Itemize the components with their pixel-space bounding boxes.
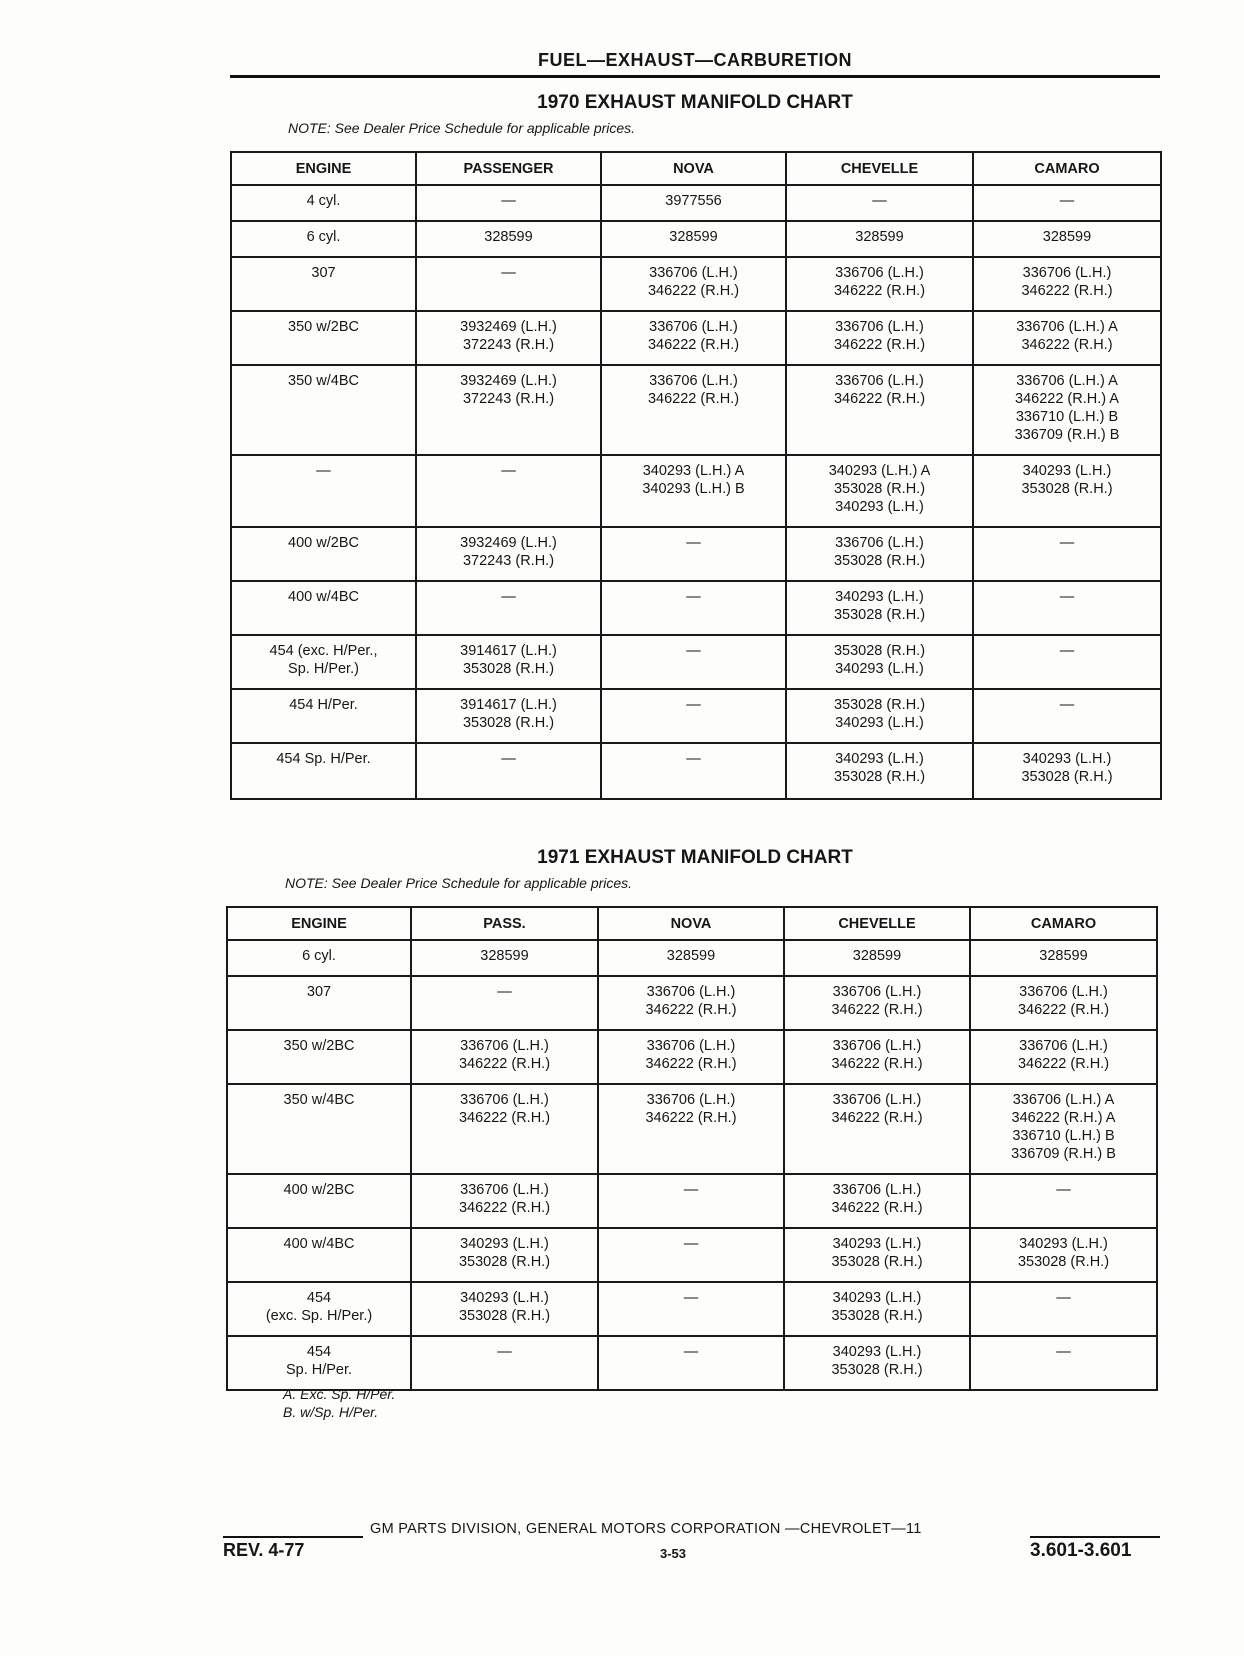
cell-text: —	[686, 751, 701, 767]
cell-text: 3932469 (L.H.)	[460, 319, 557, 335]
part-number-cell	[601, 743, 786, 799]
part-number-cell	[786, 527, 973, 581]
cell-text: 336706 (L.H.)	[835, 319, 924, 335]
cell-text: 346222 (R.H.)	[831, 1110, 923, 1126]
cell-text: —	[683, 1344, 699, 1360]
cell-text: 353028 (R.H.)	[831, 1254, 923, 1270]
part-number-cell	[416, 185, 601, 221]
table-row	[231, 311, 1161, 365]
cell-text: 353028 (R.H.)	[833, 643, 926, 659]
footnote-a: A. Exc. Sp. H/Per.	[283, 1386, 396, 1402]
part-number-cell	[786, 743, 973, 799]
part-number-cell	[416, 689, 601, 743]
cell-text: 350 w/4BC	[283, 1092, 355, 1108]
part-number-cell	[784, 1030, 970, 1084]
engine-cell	[231, 635, 416, 689]
cell-text: 336706 (L.H.)	[832, 1182, 922, 1198]
part-number-cell	[411, 1336, 598, 1390]
part-number-cell	[973, 743, 1161, 799]
part-number-cell	[973, 455, 1161, 527]
engine-cell	[231, 455, 416, 527]
cell-text: 346222 (R.H.)	[647, 391, 740, 407]
cell-text: —	[683, 1236, 699, 1252]
part-number-cell	[784, 940, 970, 976]
part-number-cell	[973, 635, 1161, 689]
table-row	[231, 365, 1161, 455]
part-number-cell	[973, 527, 1161, 581]
cell-text: 353028 (R.H.)	[833, 553, 926, 569]
cell-text: 340293 (L.H.) A	[642, 463, 745, 479]
cell-text: 372243 (R.H.)	[462, 337, 555, 353]
column-header: CAMARO	[973, 152, 1161, 185]
part-number-cell	[601, 635, 786, 689]
part-number-cell	[970, 1174, 1157, 1228]
engine-cell	[227, 940, 411, 976]
table-row	[231, 527, 1161, 581]
part-number-cell	[786, 185, 973, 221]
column-header: CHEVELLE	[786, 152, 973, 185]
part-number-cell	[416, 635, 601, 689]
engine-cell	[231, 185, 416, 221]
part-number-cell	[416, 221, 601, 257]
part-number-cell	[973, 689, 1161, 743]
cell-text: 346222 (R.H.)	[831, 1002, 923, 1018]
engine-cell	[227, 1336, 411, 1390]
part-number-cell	[601, 311, 786, 365]
cell-text: 353028 (R.H.)	[1021, 481, 1113, 497]
cell-text: 328599	[666, 948, 716, 964]
engine-cell	[227, 1228, 411, 1282]
part-number-cell	[973, 581, 1161, 635]
cell-text: 336706 (L.H.) A	[1016, 373, 1118, 389]
part-number-cell	[416, 581, 601, 635]
cell-text: —	[1059, 535, 1075, 551]
cell-text: 353028 (R.H.)	[458, 1254, 551, 1270]
part-number-cell	[416, 257, 601, 311]
cell-text: —	[686, 697, 701, 713]
part-number-cell	[786, 689, 973, 743]
part-number-cell	[786, 221, 973, 257]
part-number-cell	[784, 1084, 970, 1174]
part-number-cell	[598, 1228, 784, 1282]
part-number-cell	[784, 1282, 970, 1336]
column-header: PASS.	[411, 907, 598, 940]
footnotes	[283, 1385, 395, 1421]
cell-text: 336706 (L.H.)	[1019, 1038, 1108, 1054]
part-number-cell	[601, 185, 786, 221]
table-row	[227, 976, 1157, 1030]
cell-text: 336706 (L.H.)	[649, 373, 738, 389]
cell-text: —	[316, 463, 331, 479]
cell-text: 336706 (L.H.)	[832, 1038, 922, 1054]
cell-text: 353028 (R.H.)	[831, 1308, 923, 1324]
cell-text: 328599	[852, 948, 902, 964]
engine-cell	[231, 257, 416, 311]
cell-text: 346222 (R.H.)	[647, 337, 740, 353]
table-row	[231, 689, 1161, 743]
cell-text: 340293 (L.H.)	[460, 1236, 549, 1252]
cell-text: Sp. H/Per.	[285, 1362, 353, 1378]
part-number-cell	[416, 743, 601, 799]
cell-text: 340293 (L.H.)	[835, 715, 924, 731]
cell-text: 353028 (R.H.)	[462, 661, 555, 677]
part-number-cell	[973, 221, 1161, 257]
column-header: PASSENGER	[416, 152, 601, 185]
cell-text: 454	[306, 1290, 332, 1306]
chart-1971-note: NOTE: See Dealer Price Schedule for applicable prices.	[285, 875, 633, 891]
cell-text: 454	[306, 1344, 332, 1360]
cell-text: 353028 (R.H.)	[833, 697, 926, 713]
cell-text: 454 Sp. H/Per.	[276, 751, 371, 767]
part-number-cell	[786, 455, 973, 527]
footer-corporation: GM PARTS DIVISION, GENERAL MOTORS CORPORATION —CHEVROLET—11	[370, 1521, 922, 1537]
cell-text: 353028 (R.H.)	[1017, 1254, 1110, 1270]
part-number-cell	[411, 1030, 598, 1084]
cell-text: 336706 (L.H.)	[835, 265, 924, 281]
table-row	[231, 581, 1161, 635]
cell-text: 346222 (R.H.)	[645, 1002, 737, 1018]
part-number-cell	[416, 311, 601, 365]
part-number-cell	[411, 1174, 598, 1228]
footer-section-number: 3.601-3.601	[1030, 1540, 1132, 1561]
cell-text: 346222 (R.H.)	[1017, 1056, 1110, 1072]
cell-text: 328599	[669, 229, 718, 245]
cell-text: 454 H/Per.	[289, 697, 358, 713]
cell-text: 340293 (L.H.)	[832, 1236, 922, 1252]
cell-text: 346222 (R.H.)	[833, 283, 926, 299]
cell-text: 3914617 (L.H.)	[460, 697, 557, 713]
table-row	[227, 1228, 1157, 1282]
cell-text: 353028 (R.H.)	[833, 607, 926, 623]
cell-text: 328599	[480, 948, 529, 964]
column-header: NOVA	[601, 152, 786, 185]
cell-text: 336706 (L.H.)	[460, 1038, 549, 1054]
cell-text: 336710 (L.H.) B	[1012, 1128, 1115, 1144]
part-number-cell	[784, 1228, 970, 1282]
cell-text: 400 w/4BC	[288, 589, 359, 605]
column-header: ENGINE	[231, 152, 416, 185]
table-row	[227, 1084, 1157, 1174]
table-row	[231, 743, 1161, 799]
part-number-cell	[973, 365, 1161, 455]
cell-text: 336706 (L.H.)	[1019, 984, 1108, 1000]
part-number-cell	[970, 1228, 1157, 1282]
chart-1971-title: 1971 EXHAUST MANIFOLD CHART	[537, 847, 853, 868]
part-number-cell	[411, 1084, 598, 1174]
part-number-cell	[598, 940, 784, 976]
footer-rule-left	[223, 1536, 363, 1538]
part-number-cell	[416, 365, 601, 455]
cell-text: —	[497, 984, 512, 1000]
cell-text: 336706 (L.H.)	[835, 373, 924, 389]
cell-text: —	[1059, 643, 1075, 659]
cell-text: —	[501, 265, 516, 281]
part-number-cell	[970, 1084, 1157, 1174]
part-number-cell	[598, 1336, 784, 1390]
cell-text: 3914617 (L.H.)	[460, 643, 557, 659]
part-number-cell	[601, 527, 786, 581]
engine-cell	[227, 1282, 411, 1336]
cell-text: 340293 (L.H.) A	[828, 463, 931, 479]
cell-text: 340293 (L.H.)	[832, 1290, 922, 1306]
cell-text: —	[501, 751, 516, 767]
part-number-cell	[411, 1282, 598, 1336]
cell-text: —	[686, 643, 701, 659]
cell-text: 336709 (R.H.) B	[1014, 427, 1120, 443]
engine-cell	[227, 1174, 411, 1228]
part-number-cell	[598, 1030, 784, 1084]
cell-text: —	[1059, 697, 1075, 713]
part-number-cell	[598, 1174, 784, 1228]
cell-text: 346222 (R.H.)	[1021, 283, 1113, 299]
column-header: CAMARO	[970, 907, 1157, 940]
part-number-cell	[784, 976, 970, 1030]
cell-text: 340293 (L.H.)	[832, 1344, 922, 1360]
cell-text: (exc. Sp. H/Per.)	[265, 1308, 373, 1324]
part-number-cell	[970, 976, 1157, 1030]
part-number-cell	[973, 257, 1161, 311]
cell-text: 340293 (L.H.)	[835, 661, 924, 677]
cell-text: 346222 (R.H.)	[1017, 1002, 1110, 1018]
chart-1971-table	[226, 906, 1158, 1391]
cell-text: 336706 (L.H.)	[646, 984, 736, 1000]
cell-text: 340293 (L.H.)	[1022, 751, 1112, 767]
part-number-cell	[411, 940, 598, 976]
cell-text: 372243 (R.H.)	[462, 553, 555, 569]
cell-text: 353028 (R.H.)	[833, 481, 926, 497]
cell-text: 336706 (L.H.)	[646, 1092, 736, 1108]
cell-text: —	[683, 1182, 699, 1198]
cell-text: 346222 (R.H.)	[833, 391, 926, 407]
cell-text: 353028 (R.H.)	[462, 715, 555, 731]
cell-text: 328599	[1039, 948, 1088, 964]
part-number-cell	[416, 527, 601, 581]
engine-cell	[231, 221, 416, 257]
cell-text: 6 cyl.	[302, 948, 336, 964]
cell-text: 336706 (L.H.)	[649, 265, 738, 281]
engine-cell	[231, 311, 416, 365]
cell-text: 3977556	[665, 193, 722, 209]
cell-text: 346222 (R.H.)	[458, 1200, 551, 1216]
cell-text: —	[1056, 1344, 1071, 1360]
cell-text: 336706 (L.H.)	[649, 319, 738, 335]
cell-text: 353028 (R.H.)	[831, 1362, 923, 1378]
engine-cell	[231, 365, 416, 455]
cell-text: 400 w/4BC	[283, 1236, 355, 1252]
footer-rule-right	[1030, 1536, 1160, 1538]
part-number-cell	[598, 976, 784, 1030]
page-header: FUEL—EXHAUST—CARBURETION	[537, 50, 852, 70]
cell-text: —	[872, 193, 887, 209]
engine-cell	[227, 1030, 411, 1084]
column-header: NOVA	[598, 907, 784, 940]
part-number-cell	[784, 1336, 970, 1390]
table-row	[231, 257, 1161, 311]
cell-text: 340293 (L.H.)	[460, 1290, 549, 1306]
part-number-cell	[970, 940, 1157, 976]
table-row	[231, 185, 1161, 221]
part-number-cell	[598, 1084, 784, 1174]
cell-text: —	[686, 589, 701, 605]
cell-text: 372243 (R.H.)	[462, 391, 555, 407]
table-row	[227, 940, 1157, 976]
cell-text: 340293 (L.H.)	[835, 751, 924, 767]
cell-text: —	[497, 1344, 512, 1360]
table-row	[227, 1282, 1157, 1336]
cell-text: 336706 (L.H.)	[460, 1092, 549, 1108]
cell-text: —	[686, 535, 701, 551]
cell-text: 307	[306, 984, 332, 1000]
cell-text: 340293 (L.H.)	[835, 589, 924, 605]
cell-text: 336706 (L.H.) A	[1016, 319, 1118, 335]
table-row	[231, 455, 1161, 527]
part-number-cell	[411, 976, 598, 1030]
part-number-cell	[601, 365, 786, 455]
cell-text: 336706 (L.H.)	[832, 1092, 922, 1108]
part-number-cell	[411, 1228, 598, 1282]
engine-cell	[231, 527, 416, 581]
cell-text: 328599	[855, 229, 904, 245]
chart-1970-note: NOTE: See Dealer Price Schedule for applicable prices.	[288, 120, 636, 136]
cell-text: 336706 (L.H.)	[832, 984, 922, 1000]
chart-1970-title: 1970 EXHAUST MANIFOLD CHART	[537, 92, 853, 113]
cell-text: 454 (exc. H/Per.,	[269, 643, 378, 659]
cell-text: 353028 (R.H.)	[458, 1308, 551, 1324]
part-number-cell	[970, 1030, 1157, 1084]
part-number-cell	[786, 635, 973, 689]
cell-text: 336709 (R.H.) B	[1011, 1146, 1116, 1162]
column-header: CHEVELLE	[784, 907, 970, 940]
engine-cell	[227, 1084, 411, 1174]
cell-text: 346222 (R.H.)	[1021, 337, 1113, 353]
cell-text: —	[1059, 589, 1075, 605]
cell-text: 346222 (R.H.)	[645, 1056, 737, 1072]
cell-text: —	[501, 463, 516, 479]
cell-text: 336706 (L.H.)	[646, 1038, 736, 1054]
cell-text: 400 w/2BC	[288, 535, 359, 551]
engine-cell	[231, 743, 416, 799]
part-number-cell	[601, 455, 786, 527]
part-number-cell	[970, 1336, 1157, 1390]
cell-text: 328599	[1042, 229, 1092, 245]
cell-text: 346222 (R.H.)	[831, 1200, 923, 1216]
part-number-cell	[786, 365, 973, 455]
part-number-cell	[973, 311, 1161, 365]
cell-text: 346222 (R.H.)	[645, 1110, 737, 1126]
cell-text: 346222 (R.H.) A	[1015, 391, 1119, 407]
cell-text: 346222 (R.H.) A	[1011, 1110, 1116, 1126]
cell-text: —	[501, 589, 516, 605]
part-number-cell	[786, 581, 973, 635]
cell-text: 340293 (L.H.)	[1022, 463, 1112, 479]
part-number-cell	[601, 221, 786, 257]
part-number-cell	[598, 1282, 784, 1336]
engine-cell	[231, 581, 416, 635]
part-number-cell	[784, 1174, 970, 1228]
cell-text: 350 w/2BC	[288, 319, 359, 335]
cell-text: 3932469 (L.H.)	[460, 373, 557, 389]
cell-text: —	[1056, 1290, 1071, 1306]
table-row	[231, 635, 1161, 689]
cell-text: 4 cyl.	[306, 193, 341, 209]
table-row	[227, 1030, 1157, 1084]
cell-text: Sp. H/Per.)	[288, 661, 359, 677]
cell-text: 328599	[484, 229, 533, 245]
footer-revision: REV. 4-77	[223, 1540, 305, 1560]
cell-text: 336710 (L.H.) B	[1015, 409, 1119, 425]
footer-page-number: 3-53	[660, 1546, 687, 1561]
part-number-cell	[970, 1282, 1157, 1336]
cell-text: 350 w/2BC	[283, 1038, 355, 1054]
cell-text: 346222 (R.H.)	[458, 1056, 551, 1072]
cell-text: 346222 (R.H.)	[458, 1110, 551, 1126]
cell-text: 336706 (L.H.)	[835, 535, 924, 551]
cell-text: 3932469 (L.H.)	[460, 535, 557, 551]
table-row	[227, 1174, 1157, 1228]
cell-text: 340293 (L.H.)	[1019, 1236, 1108, 1252]
cell-text: 346222 (R.H.)	[831, 1056, 923, 1072]
table-row	[227, 1336, 1157, 1390]
cell-text: 340293 (L.H.) B	[642, 481, 745, 497]
cell-text: 400 w/2BC	[283, 1182, 355, 1198]
cell-text: 353028 (R.H.)	[833, 769, 926, 785]
cell-text: 350 w/4BC	[288, 373, 359, 389]
cell-text: 353028 (R.H.)	[1021, 769, 1113, 785]
part-number-cell	[601, 257, 786, 311]
cell-text: 336706 (L.H.)	[1022, 265, 1112, 281]
header-rule	[230, 75, 1160, 78]
cell-text: 336706 (L.H.)	[460, 1182, 549, 1198]
part-number-cell	[601, 581, 786, 635]
cell-text: 340293 (L.H.)	[835, 499, 924, 515]
cell-text: —	[1056, 1182, 1071, 1198]
chart-1970-table	[230, 151, 1162, 800]
part-number-cell	[786, 257, 973, 311]
cell-text: —	[501, 193, 516, 209]
column-header: ENGINE	[227, 907, 411, 940]
part-number-cell	[786, 311, 973, 365]
cell-text: 6 cyl.	[306, 229, 341, 245]
engine-cell	[231, 689, 416, 743]
cell-text: —	[683, 1290, 699, 1306]
table-row	[231, 221, 1161, 257]
footnote-b: B. w/Sp. H/Per.	[283, 1404, 379, 1420]
cell-text: —	[1059, 193, 1075, 209]
part-number-cell	[973, 185, 1161, 221]
engine-cell	[227, 976, 411, 1030]
cell-text: 346222 (R.H.)	[833, 337, 926, 353]
cell-text: 336706 (L.H.) A	[1012, 1092, 1115, 1108]
part-number-cell	[601, 689, 786, 743]
cell-text: 307	[311, 265, 336, 281]
part-number-cell	[416, 455, 601, 527]
cell-text: 346222 (R.H.)	[647, 283, 740, 299]
